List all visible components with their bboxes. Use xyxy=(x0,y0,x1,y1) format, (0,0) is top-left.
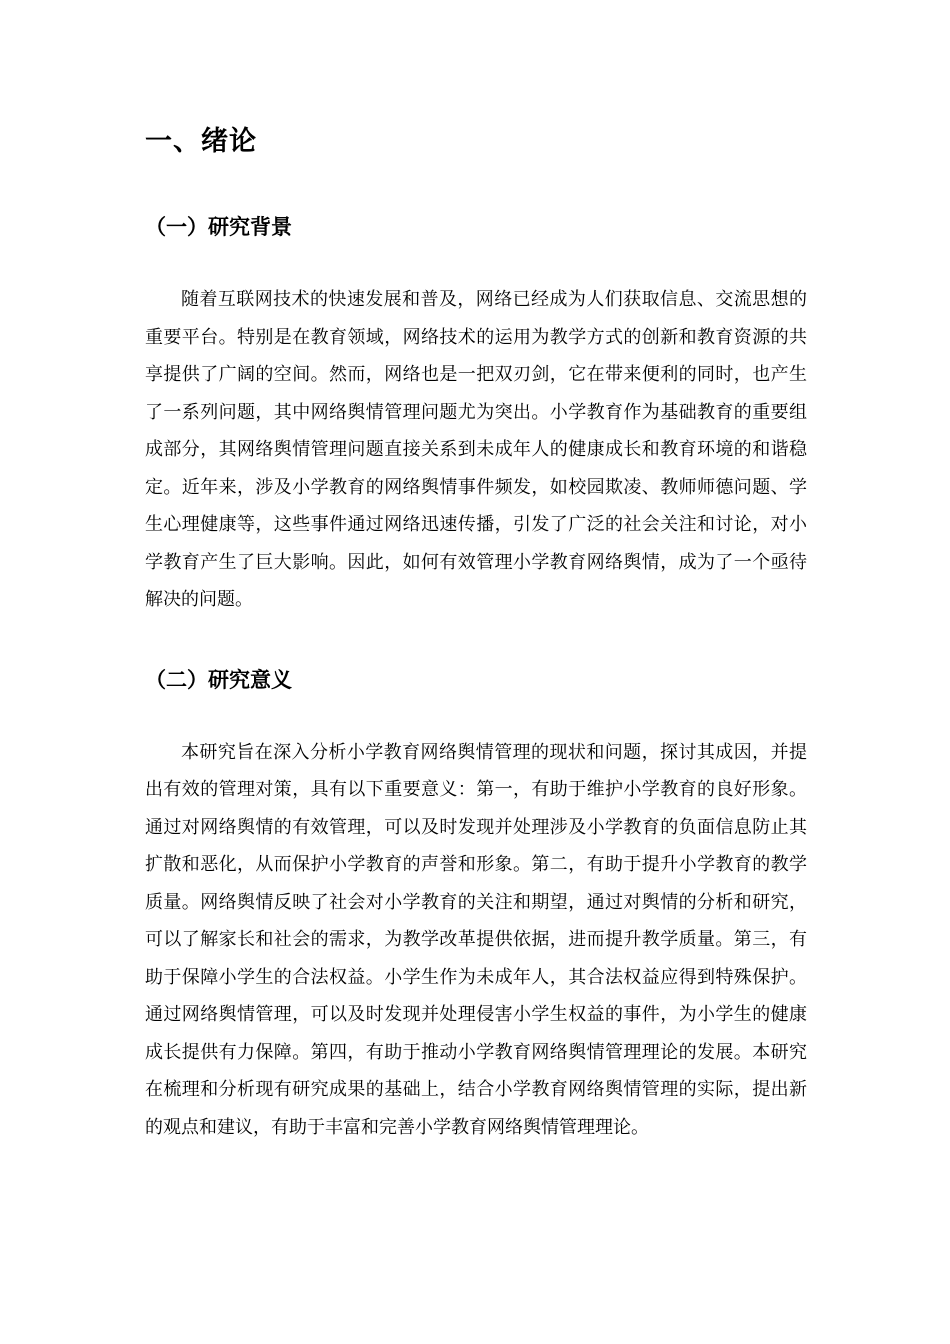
document-body xyxy=(145,122,807,1146)
section-heading-significance: （二）研究意义 xyxy=(145,667,292,692)
chapter-title: 一、绪论 xyxy=(145,126,257,157)
paragraph-significance: 本研究旨在深入分析小学教育网络舆情管理的现状和问题，探讨其成因，并提出有效的管理对策，具有以下重要意义：第一，有助于维护小学教育的良好形象。通过对网络舆情的有效管理，可以及时发现并处理涉及小学教育的负面信息防止其扩散和恶化，从而保护小学教育的声誉和形象。第二，有助于提升小学教育的教学质量。网络舆情反映了社会对小学教育的关注和期望，通过对舆情的分析和研究，可以了解家长和社会的需求，为教学改革提供依据，进而提升教学质量。第三，有助于保障小学生的合法权益。小学生作为未成年人，其合法权益应得到特殊保护。通过网络舆情管理，可以及时发现并处理侵害小学生权益的事件，为小学生的健康成长提供有力保障。第四，有助于推动小学教育网络舆情管理理论的发展。本研究在梳理和分析现有研究成果的基础上，结合小学教育网络舆情管理的实际，提出新的观点和建议，有助于丰富和完善小学教育网络舆情管理理论。 xyxy=(145,741,807,1138)
paragraph-background: 随着互联网技术的快速发展和普及，网络已经成为人们获取信息、交流思想的重要平台。特别是在教育领域，网络技术的运用为教学方式的创新和教育资源的共享提供了广阔的空间。然而，网络也是一把双刃剑，它在带来便利的同时，也产生了一系列问题，其中网络舆情管理问题尤为突出。小学教育作为基础教育的重要组成部分，其网络舆情管理问题直接关系到未成年人的健康成长和教育环境的和谐稳定。近年来，涉及小学教育的网络舆情事件频发，如校园欺凌、教师师德问题、学生心理健康等，这些事件通过网络迅速传播，引发了广泛的社会关注和讨论，对小学教育产生了巨大影响。因此，如何有效管理小学教育网络舆情，成为了一个亟待解决的问题。 xyxy=(145,289,807,610)
section-heading-background: （一）研究背景 xyxy=(145,215,292,239)
